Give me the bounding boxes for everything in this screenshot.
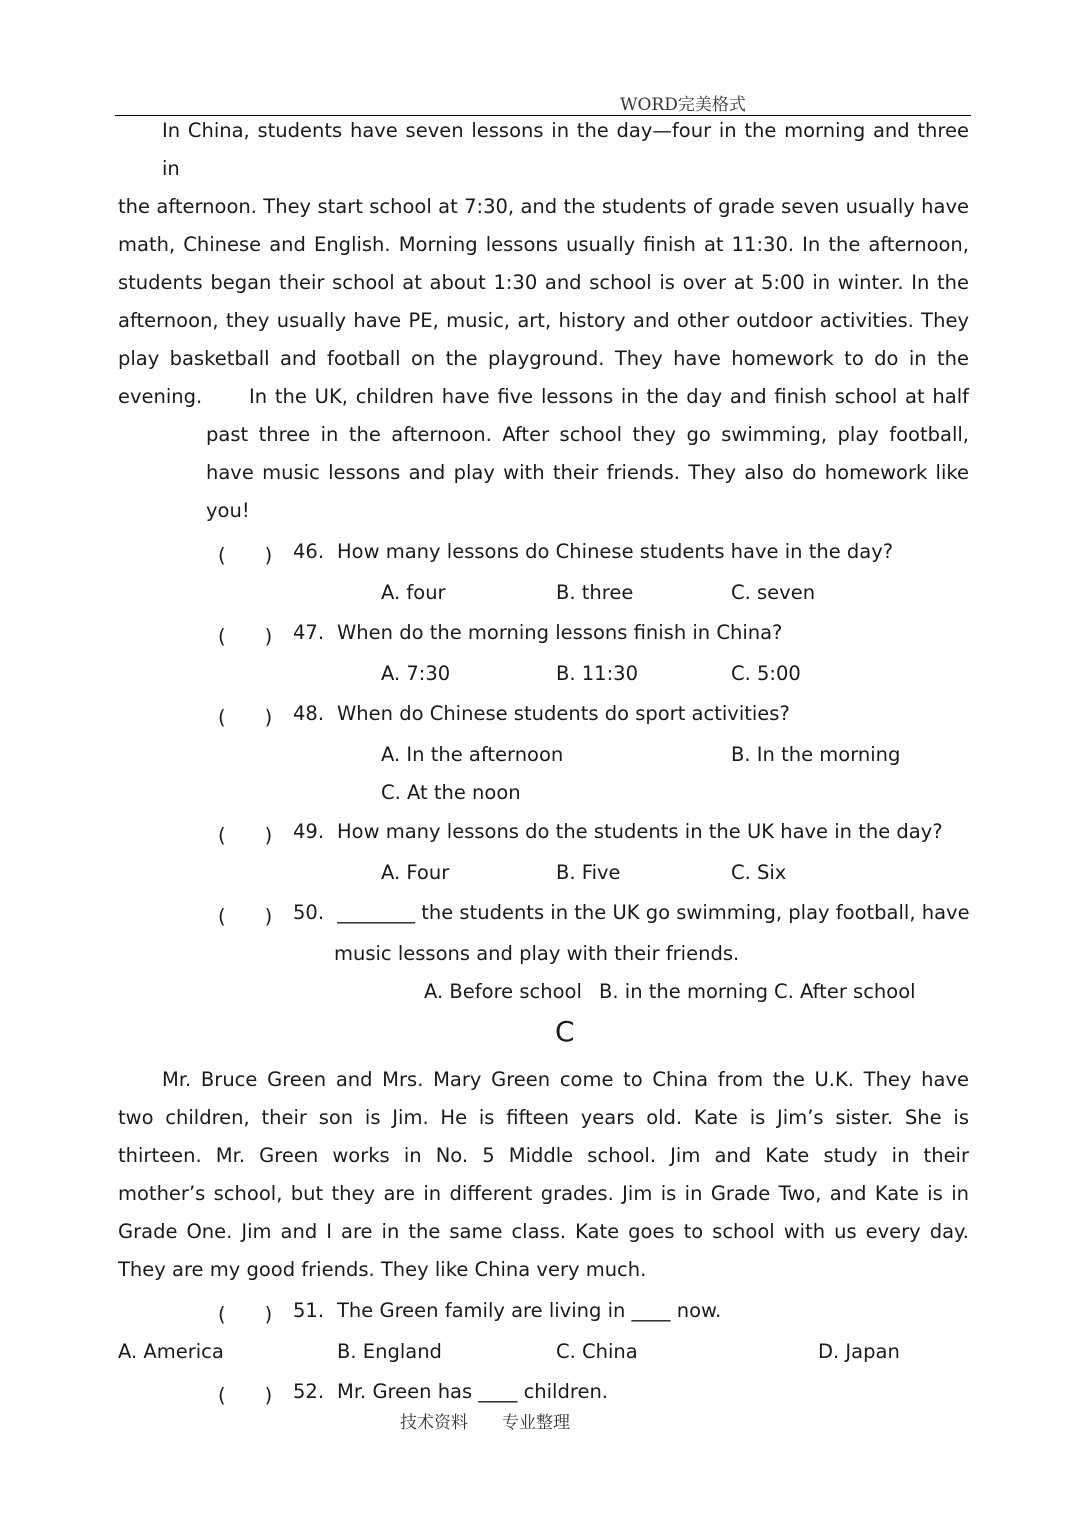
option-a: A. Before school xyxy=(424,980,582,1003)
answer-paren[interactable]: ( ) xyxy=(218,1384,273,1407)
option-a: A. In the afternoon xyxy=(381,743,564,766)
passage-paragraph-1 xyxy=(118,112,969,416)
option-a: A. Four xyxy=(381,861,450,884)
answer-paren[interactable]: ( ) xyxy=(218,905,273,928)
question-text: How many lessons do Chinese students have in the day? xyxy=(337,540,894,563)
passage-line: In the UK, children have five lessons in the day and finish school at half xyxy=(249,385,969,408)
passage-line: the afternoon. They start school at 7:30, and the students of grade seven usually have xyxy=(118,195,969,218)
option-a: A. 7:30 xyxy=(381,662,451,685)
option-b: B. three xyxy=(556,581,634,604)
question-text: ________ the students in the UK go swimming, play football, have xyxy=(337,901,970,924)
option-a: A. four xyxy=(381,581,446,604)
option-d: D. Japan xyxy=(818,1340,900,1363)
question-number: 50. xyxy=(293,901,325,924)
passage-c-paragraph xyxy=(118,1061,969,1289)
option-b: B. 11:30 xyxy=(556,662,638,685)
question-text: How many lessons do the students in the UK have in the day? xyxy=(337,820,943,843)
option-c: C. seven xyxy=(731,581,816,604)
option-c: C. Six xyxy=(731,861,787,884)
option-b: B. In the morning xyxy=(731,743,901,766)
answer-paren[interactable]: ( ) xyxy=(218,544,273,567)
question-number: 46. xyxy=(293,540,325,563)
option-b: B. in the morning xyxy=(599,980,769,1003)
question-text: When do the morning lessons finish in China? xyxy=(337,621,783,644)
passage-paragraph-2 xyxy=(206,378,969,530)
option-a: A. America xyxy=(118,1340,224,1363)
passage-line: mother’s school, but they are in different grades. Jim is in Grade Two, and Kate is in xyxy=(118,1182,969,1205)
answer-paren[interactable]: ( ) xyxy=(218,706,273,729)
question-text-continued: music lessons and play with their friends. xyxy=(334,942,740,965)
passage-line: They are my good friends. They like China very much. xyxy=(118,1258,647,1281)
question-text: When do Chinese students do sport activities? xyxy=(337,702,790,725)
passage-line: Mr. Bruce Green and Mrs. Mary Green come to China from the U.K. They have xyxy=(162,1068,969,1091)
passage-line: Grade One. Jim and I are in the same class. Kate goes to school with us every day. xyxy=(118,1220,969,1243)
question-number: 52. xyxy=(293,1380,325,1403)
option-c: C. China xyxy=(556,1340,638,1363)
option-b: B. Five xyxy=(556,861,621,884)
option-b: B. England xyxy=(337,1340,442,1363)
passage-line: you! xyxy=(206,499,250,522)
passage-line: afternoon, they usually have PE, music, art, history and other outdoor activities. They xyxy=(118,309,969,332)
question-number: 48. xyxy=(293,702,325,725)
option-c: C. After school xyxy=(774,980,916,1003)
option-c: C. At the noon xyxy=(381,781,521,804)
question-text: Mr. Green has ____ children. xyxy=(337,1380,609,1403)
question-text: The Green family are living in ____ now. xyxy=(337,1299,722,1322)
question-number: 49. xyxy=(293,820,325,843)
passage-line: math, Chinese and English. Morning lessons usually finish at 11:30. In the afternoon, xyxy=(118,233,969,256)
question-number: 47. xyxy=(293,621,325,644)
page-header: WORD完美格式 xyxy=(620,95,746,115)
question-number: 51. xyxy=(293,1299,325,1322)
passage-line: evening. xyxy=(118,385,203,408)
passage-line: past three in the afternoon. After school they go swimming, play football, xyxy=(206,423,969,446)
passage-line: two children, their son is Jim. He is fifteen years old. Kate is Jim’s sister. She is xyxy=(118,1106,969,1129)
passage-line: In China, students have seven lessons in the day—four in the morning and three in xyxy=(162,119,969,180)
passage-line: thirteen. Mr. Green works in No. 5 Middle school. Jim and Kate study in their xyxy=(118,1144,969,1167)
answer-paren[interactable]: ( ) xyxy=(218,824,273,847)
answer-paren[interactable]: ( ) xyxy=(218,1303,273,1326)
option-c: C. 5:00 xyxy=(731,662,801,685)
section-heading: C xyxy=(555,1015,575,1048)
passage-line: students began their school at about 1:30 and school is over at 5:00 in winter. In the xyxy=(118,271,969,294)
passage-line: play basketball and football on the playground. They have homework to do in the xyxy=(118,347,969,370)
page-footer: 技术资料 专业整理 xyxy=(400,1413,570,1433)
passage-line: have music lessons and play with their friends. They also do homework like xyxy=(206,461,969,484)
answer-paren[interactable]: ( ) xyxy=(218,625,273,648)
